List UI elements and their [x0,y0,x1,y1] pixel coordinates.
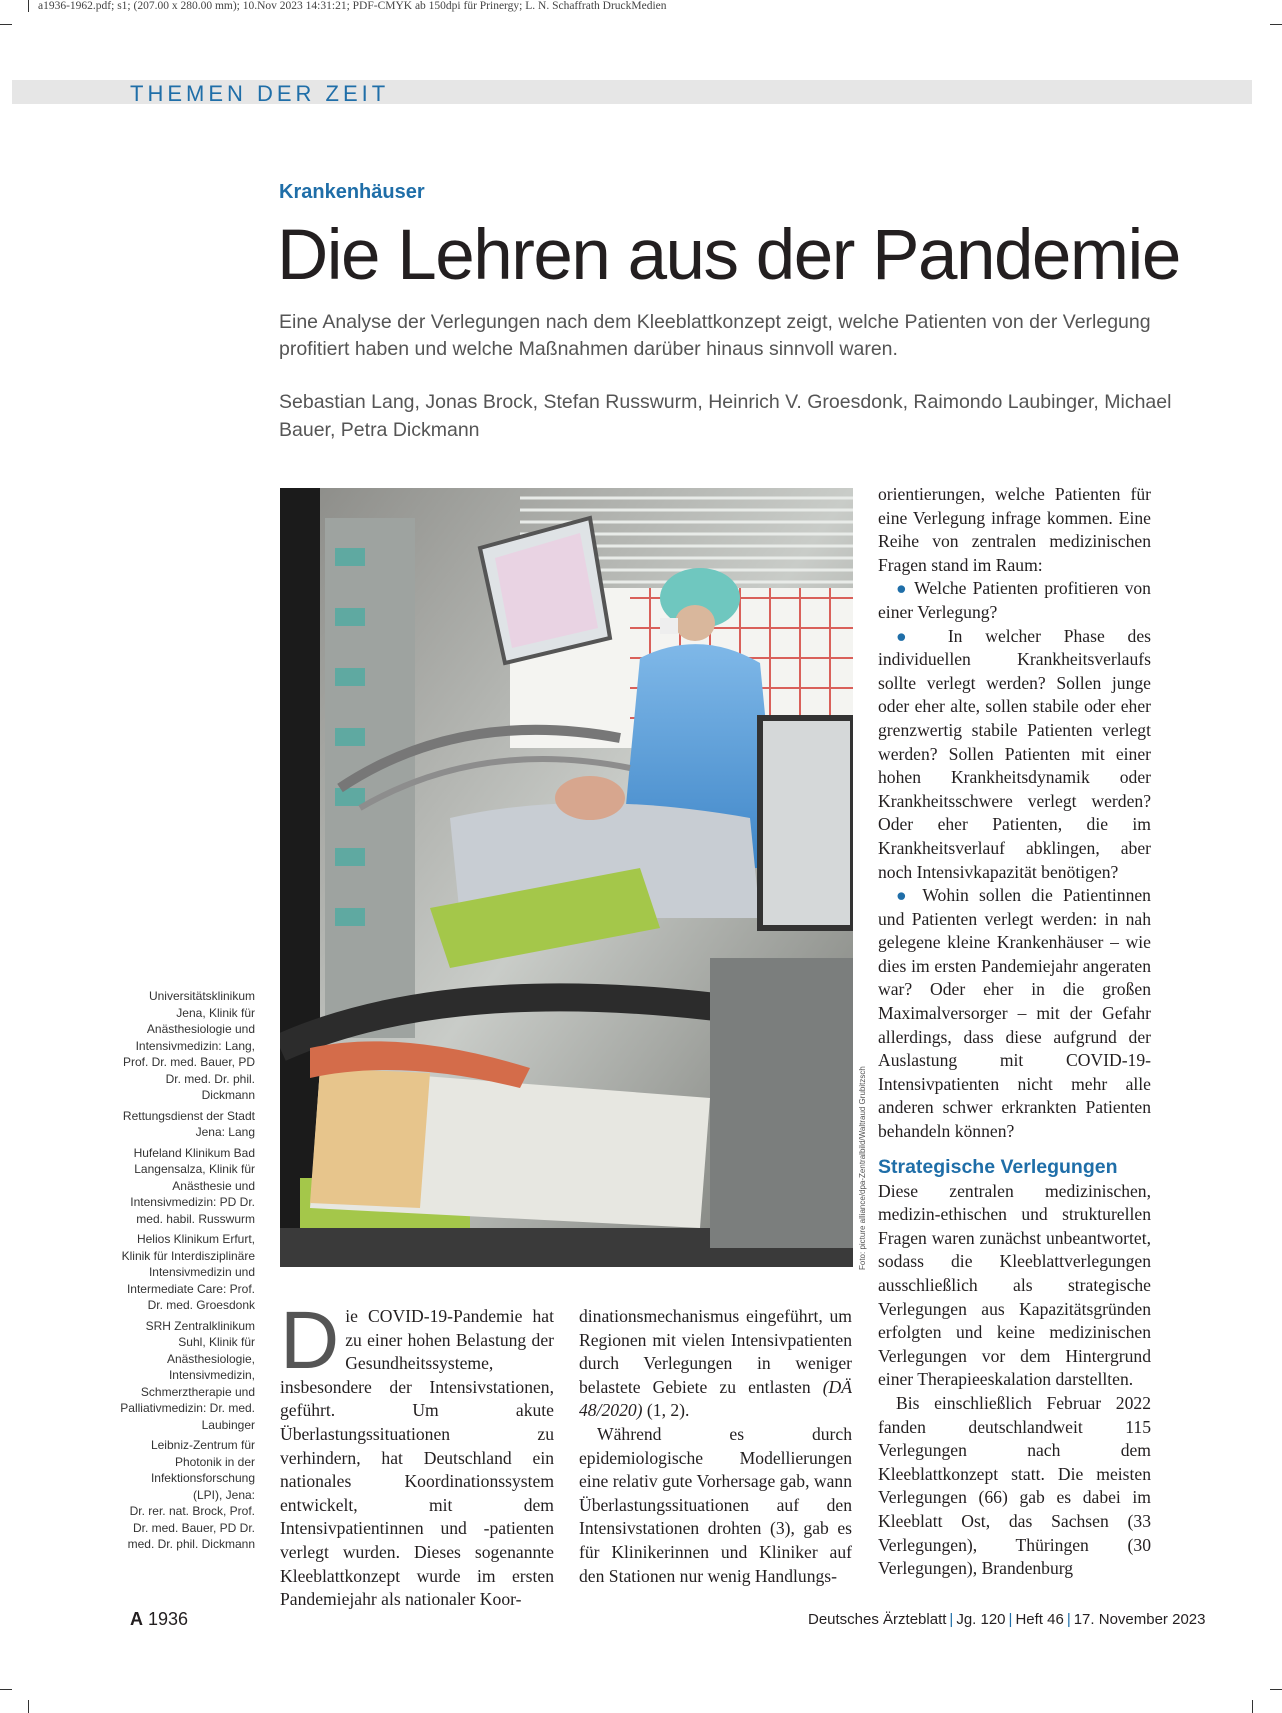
journal-volume: Jg. 120 [956,1611,1006,1628]
author-affiliations [120,988,255,1557]
crop-mark [28,1700,29,1713]
journal-name: Deutsches Ärzteblatt [808,1611,947,1628]
affiliation: Leibniz-Zentrum für Photonik in der Infektionsforschung (LPI), Jena: [150,1438,255,1502]
bullet-item [878,884,1151,1144]
article-title: Die Lehren aus der Pandemie [277,216,1180,295]
affiliation: Universitätsklinikum Jena, Klinik für Anästhesiologie und Intensivmedizin: Lang, Prof. Dr. med. Bauer, PD Dr. med. Dr. phil. Dickmann [122,989,255,1102]
page-prefix: A [130,1609,143,1629]
paragraph-text: (1, 2). [642,1400,690,1421]
crop-mark [0,1689,12,1690]
crop-mark [1252,1700,1253,1713]
paragraph-text: dinationsmechanismus eingeführt, um Regionen mit vielen Intensivpatienten durch Verlegungen in weniger belastete Gebiete zu entlasten [579,1306,852,1397]
affiliation: Helios Klinikum Erfurt, Klinik für Interdisziplinäre Intensivmedizin und Intermediate Care: Prof. Dr. med. Groesdonk [121,1232,255,1312]
bullet-text: In welcher Phase des individuellen Krankheitsverlaufs sollte verlegt werden? Sollen junge oder eher alte, sollen stabile oder eher grenzwertig stabile Patienten verlegt werden? Sollen Patienten mit einer hohen Krankheitsdynamik oder Krankheitsschwere verlegt werden? Oder eher Patienten, die im Krankheitsverlauf abklingen, aber noch Intensivkapazität benötigen? [878,625,1151,882]
body-paragraph [579,1305,852,1423]
print-slug: a1936-1962.pdf; s1; (207.00 x 280.00 mm); 10.Nov 2023 14:31:21; PDF-CMYK ab 150dpi für Prinergy; L. N. Schaffrath DruckMedien [38,0,667,12]
crop-mark [1270,1689,1282,1690]
body-column-3 [878,483,1151,1581]
body-paragraph: Bis einschließlich Februar 2022 fanden deutschlandweit 115 Verlegungen nach dem Kleeblattkonzept statt. Die meisten Verlegungen (66) gab es dabei im Kleeblatt Ost, das Sachsen (33 Verlegungen), Thüringen (30 Verlegungen), Brandenburg [878,1392,1151,1579]
affiliation: SRH Zentralklinikum Suhl, Klinik für Anästhesiologie, Intensivmedizin, Schmerztherapie und Palliativmedizin: Dr. med. Laubinger [120,1318,255,1432]
crop-mark [1270,24,1282,25]
kicker: Krankenhäuser [279,181,425,203]
body-paragraph: ie COVID-19-Pandemie hat zu einer hohen Belastung der Gesundheitssysteme, insbesondere der Intensivstationen, geführt. Um akute Überlastungssituationen zu verhindern, hat Deutschland ein nationales Koordinationssystem entwickelt, mit dem Intensivpatientinnen und -patienten verlegt wurden. Dieses sogenannte Kleeblattkonzept wurde im ersten Pandemiejahr als nationaler Koor- [280,1306,554,1610]
photo-credit: Foto: picture alliance/dpa-Zentralbild/Waltraud Grubitzsch [858,1066,867,1270]
section-band-label: THEMEN DER ZEIT [130,81,390,106]
bullet-item [878,625,1151,885]
separator: | [949,1611,954,1628]
separator: | [1066,1611,1071,1628]
journal-info [808,1611,1205,1628]
bullet-text: Wohin sollen die Patientinnen und Patienten verlegt werden: in nah gelegene kleine Krankenhäuser – wie dies im ersten Pandemiejahr angeraten war? Oder eher in die großen Maximalversorger – mit der Gefahr allerdings, dass diese aufgrund der Auslastung mit COVID-19-Intensivpatienten nicht mehr alle anderen schwer erkrankten Patienten behandeln können? [878,885,1151,1142]
icu-photo-illustration [280,488,853,1267]
page-number-value: 1936 [148,1609,189,1629]
body-column-2 [579,1305,852,1588]
affiliation: Hufeland Klinikum Bad Langensalza, Klinik für Anästhesie und Intensivmedizin: PD Dr. med. habil. Russwurm [130,1145,255,1226]
affiliation: Dr. rer. nat. Brock, Prof. Dr. med. Bauer, PD Dr. med. Dr. phil. Dickmann [127,1504,255,1551]
body-paragraph: orientierungen, welche Patienten für eine Verlegung infrage kommen. Eine Reihe von zentralen medizinischen Fragen stand im Raum: [878,484,1151,575]
bullet-icon: ● [896,625,926,646]
article-photo [280,488,853,1267]
page-number [130,1609,188,1630]
crop-mark [28,0,29,12]
journal-issue: Heft 46 [1015,1611,1064,1628]
bullet-icon: ● [896,885,913,906]
article-lead: Eine Analyse der Verlegungen nach dem Kleeblattkonzept zeigt, welche Patienten von der Verlegung profitiert haben und welche Maßnahmen darüber hinaus sinnvoll waren. [279,311,1151,360]
body-column-1 [280,1295,554,1612]
drop-cap: D [280,1295,340,1386]
separator: | [1008,1611,1013,1628]
affiliation: Rettungsdienst der Stadt Jena: Lang [122,1108,255,1139]
section-subheading: Strategische Verlegungen [878,1155,1118,1178]
citation-ref: (DÄ 48/2020) [579,1376,852,1421]
body-paragraph: Diese zentralen medizinischen, medizin-ethischen und strukturellen Fragen waren zunächst unbeantwortet, sodass die Kleeblattverlegungen ausschließlich als strategische Verlegungen aus Kapazitätsgründen erfolgten und keine medizinischen Verlegungen vor dem Hintergrund einer Therapieeskalation darstellten. [878,1180,1151,1390]
crop-mark [0,24,12,25]
bullet-text: Welche Patienten profitieren von einer Verlegung? [878,578,1151,622]
body-paragraph: Während es durch epidemiologische Modellierungen eine relativ gute Vorhersage gab, wann Überlastungssituationen auf den Intensivstationen drohten (3), gab es für Klinikerinnen und Kliniker auf den Stationen nur wenig Handlungs- [579,1423,852,1586]
journal-date: 17. November 2023 [1073,1611,1206,1628]
bullet-icon: ● [896,578,909,599]
bullet-item [878,577,1151,624]
article-authors: Sebastian Lang, Jonas Brock, Stefan Russwurm, Heinrich V. Groesdonk, Raimondo Laubinger, Michael Bauer, Petra Dickmann [279,391,1172,441]
